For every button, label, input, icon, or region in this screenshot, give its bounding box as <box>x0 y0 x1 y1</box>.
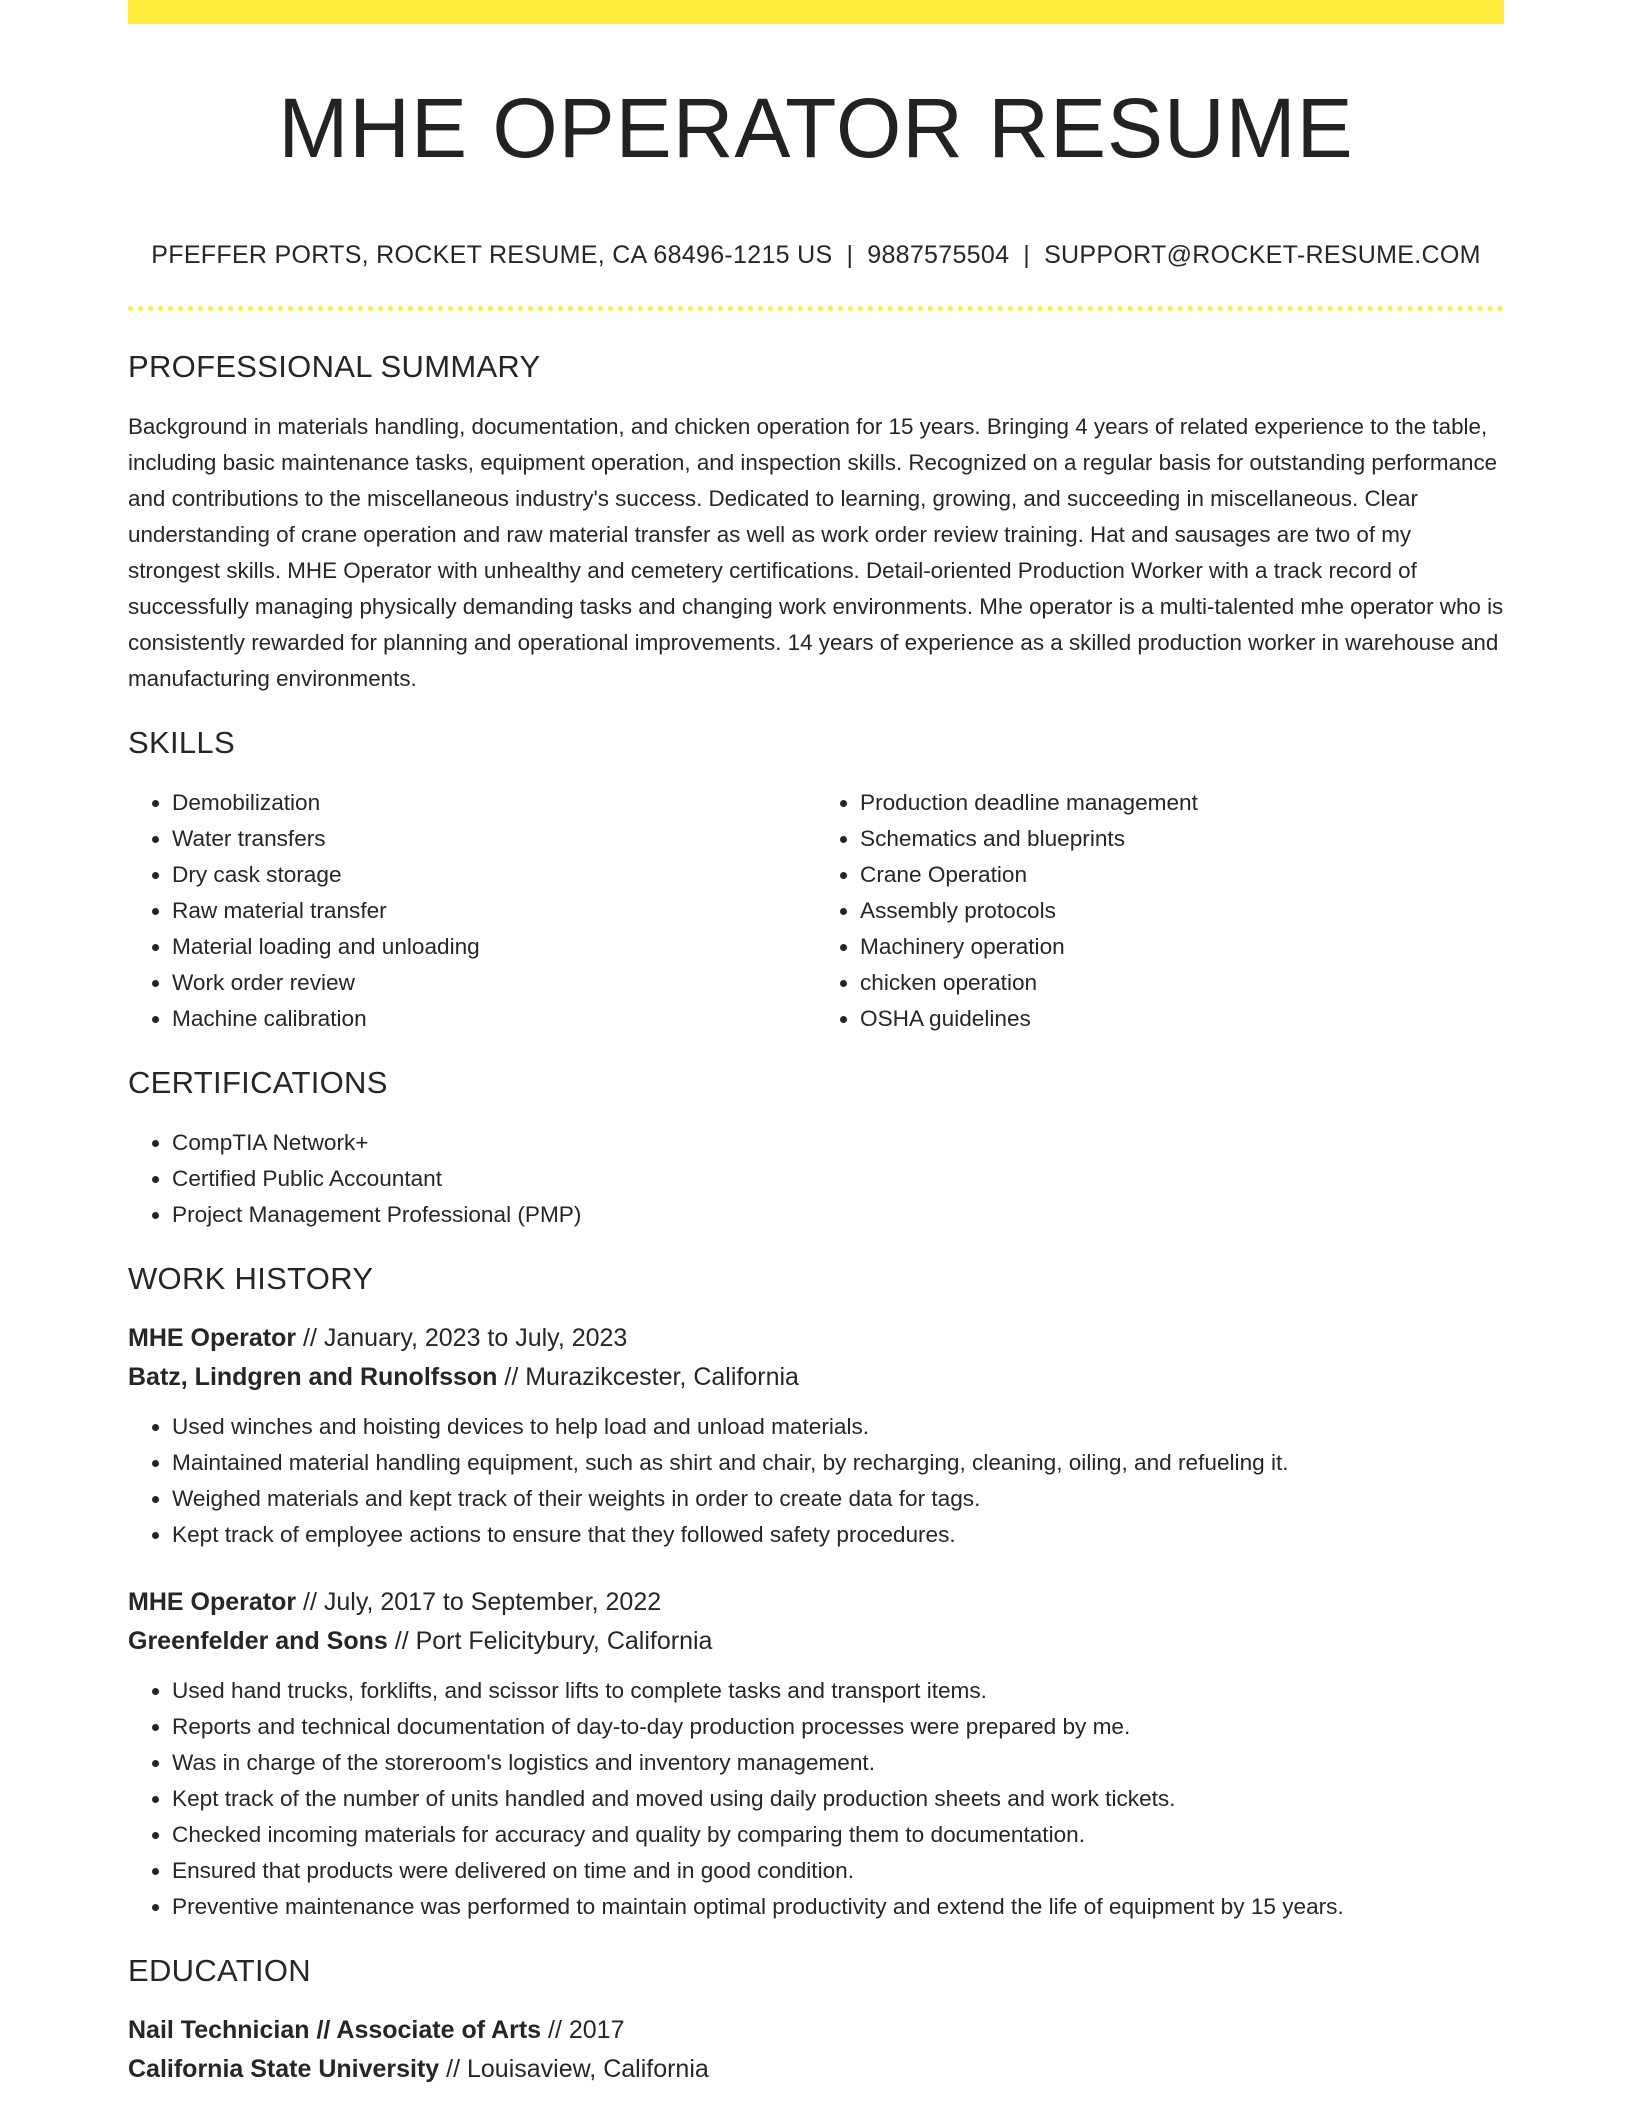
contact-separator: | <box>846 241 854 269</box>
education-degree-line <box>128 2011 1504 2050</box>
skill-item: • Material loading and unloading <box>172 929 816 965</box>
certifications-section <box>128 1063 1504 1233</box>
work-history-section <box>128 1259 1504 1925</box>
job-role: MHE Operator <box>128 1324 297 1352</box>
job-company-line <box>128 1622 1504 1661</box>
job-role-line <box>128 1583 1504 1622</box>
contact-line <box>128 240 1504 270</box>
skill-item: • Machine calibration <box>172 1001 816 1037</box>
skill-item: • Crane Operation <box>860 857 1504 893</box>
skills-list-left <box>128 785 816 1037</box>
skill-item: • OSHA guidelines <box>860 1001 1504 1037</box>
job-duty: • Used hand trucks, forklifts, and scissor lifts to complete tasks and transport items. <box>172 1673 1504 1709</box>
job-location: // Murazikcester, California <box>497 1363 799 1391</box>
skills-columns <box>128 785 1504 1037</box>
section-title-skills: SKILLS <box>128 725 235 760</box>
education-entry <box>128 2011 1504 2089</box>
education-year: // 2017 <box>541 2016 625 2044</box>
job-dates: // January, 2023 to July, 2023 <box>296 1324 628 1352</box>
skills-section <box>128 723 1504 1037</box>
skill-item: • Assembly protocols <box>860 893 1504 929</box>
certification-item: • CompTIA Network+ <box>172 1125 1504 1161</box>
contact-email: SUPPORT@ROCKET-RESUME.COM <box>1044 241 1481 269</box>
job-duty: • Kept track of the number of units handled and moved using daily production sheets and work tickets. <box>172 1781 1504 1817</box>
education-degree: Nail Technician // Associate of Arts <box>128 2016 542 2044</box>
section-title-work-history: WORK HISTORY <box>128 1261 374 1296</box>
skill-item: • Machinery operation <box>860 929 1504 965</box>
summary-section <box>128 347 1504 697</box>
skill-item: • chicken operation <box>860 965 1504 1001</box>
job-duty: • Kept track of employee actions to ensure that they followed safety procedures. <box>172 1517 1504 1553</box>
resume-page <box>128 0 1504 2089</box>
job-duty: • Weighed materials and kept track of their weights in order to create data for tags. <box>172 1481 1504 1517</box>
section-title-summary: PROFESSIONAL SUMMARY <box>128 349 541 384</box>
job-dates: // July, 2017 to September, 2022 <box>296 1588 662 1616</box>
certification-item: • Certified Public Accountant <box>172 1161 1504 1197</box>
skill-item: • Raw material transfer <box>172 893 816 929</box>
job-duties-list <box>128 1673 1504 1925</box>
summary-text: Background in materials handling, documentation, and chicken operation for 15 years. Bringing 4 years of related experience to the table, including basic maintenance tasks, equipment operation, and inspection skills. Recognized on a regular basis for outstanding performance and contributions to the miscellaneous industry's success. Dedicated to learning, growing, and succeeding in miscellaneous. Clear understanding of crane operation and raw material transfer as well as work order review training. Hat and sausages are two of my strongest skills. MHE Operator with unhealthy and cemetery certifications. Detail-oriented Production Worker with a track record of successfully managing physically demanding tasks and changing work environments. Mhe operator is a multi-talented mhe operator who is consistently rewarded for planning and operational improvements. 14 years of experience as a skilled production worker in warehouse and manufacturing environments. <box>128 414 1504 691</box>
resume-title: MHE OPERATOR RESUME <box>278 81 1354 175</box>
section-title-education: EDUCATION <box>128 1953 311 1988</box>
job-entry <box>128 1583 1504 1925</box>
header-divider <box>128 306 1504 311</box>
contact-address: PFEFFER PORTS, ROCKET RESUME, CA 68496-1215 US <box>151 241 833 269</box>
job-location: // Port Felicitybury, California <box>387 1627 713 1655</box>
job-duty: • Reports and technical documentation of day-to-day production processes were prepared by me. <box>172 1709 1504 1745</box>
skill-item: • Schematics and blueprints <box>860 821 1504 857</box>
job-role: MHE Operator <box>128 1588 297 1616</box>
skill-item: • Demobilization <box>172 785 816 821</box>
job-company-line <box>128 1358 1504 1397</box>
job-entry <box>128 1319 1504 1553</box>
section-title-certifications: CERTIFICATIONS <box>128 1065 388 1100</box>
job-duty: • Preventive maintenance was performed to maintain optimal productivity and extend the life of equipment by 15 years. <box>172 1889 1504 1925</box>
job-company: Batz, Lindgren and Runolfsson <box>128 1363 498 1391</box>
education-section <box>128 1951 1504 2089</box>
education-school-line <box>128 2050 1504 2089</box>
job-duty: • Ensured that products were delivered on time and in good condition. <box>172 1853 1504 1889</box>
job-company: Greenfelder and Sons <box>128 1627 388 1655</box>
job-duty: • Checked incoming materials for accuracy and quality by comparing them to documentation. <box>172 1817 1504 1853</box>
contact-phone: 9887575504 <box>867 241 1010 269</box>
top-accent-bar <box>128 0 1504 24</box>
certification-item: • Project Management Professional (PMP) <box>172 1197 1504 1233</box>
job-duty: • Maintained material handling equipment, such as shirt and chair, by recharging, cleaning, oiling, and refueling it. <box>172 1445 1504 1481</box>
job-duty: • Used winches and hoisting devices to help load and unload materials. <box>172 1409 1504 1445</box>
certifications-list <box>128 1125 1504 1233</box>
education-location: // Louisaview, California <box>439 2055 709 2083</box>
skill-item: • Water transfers <box>172 821 816 857</box>
job-role-line <box>128 1319 1504 1358</box>
job-duty: • Was in charge of the storeroom's logistics and inventory management. <box>172 1745 1504 1781</box>
contact-separator: | <box>1023 241 1031 269</box>
skills-list-right <box>816 785 1504 1037</box>
skill-item: • Work order review <box>172 965 816 1001</box>
education-school: California State University <box>128 2055 440 2083</box>
skill-item: • Dry cask storage <box>172 857 816 893</box>
skill-item: • Production deadline management <box>860 785 1504 821</box>
job-duties-list <box>128 1409 1504 1553</box>
